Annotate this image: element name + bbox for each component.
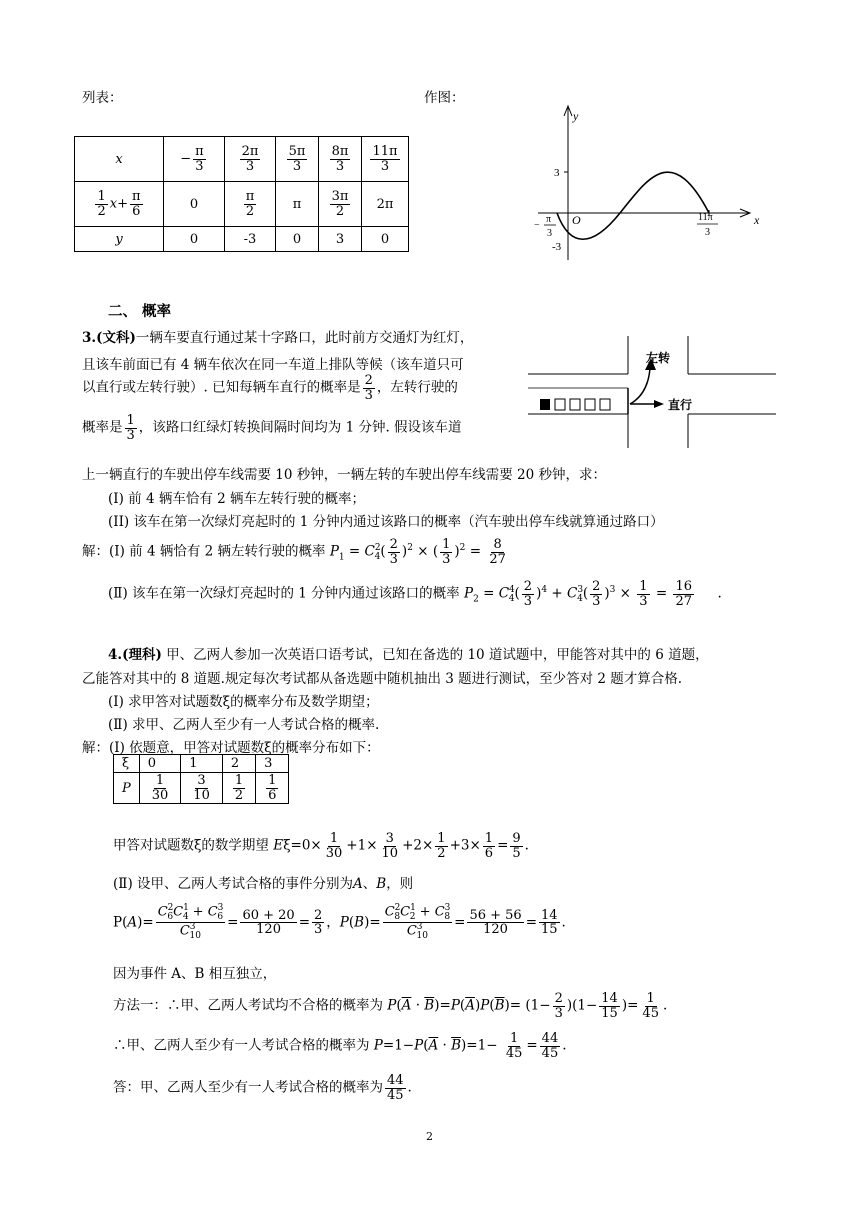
sine-graph xyxy=(530,100,770,270)
table-cell: 3 xyxy=(319,227,362,252)
table-cell: $\frac{1}{6}$ xyxy=(256,773,289,804)
intersection-diagram xyxy=(528,336,776,448)
atleast-line: ∴甲、乙两人至少有一人考试合格的概率为 $P=1-P(\overline{A} \cdot \overline{B})=1-$ $\frac{1}{45}$ = $\frac{44}{45}$ . xyxy=(113,1031,567,1061)
table-cell: 0 xyxy=(139,755,181,773)
problem3-solution1: 解：(Ⅰ) 前 4 辆恰有 2 辆左转行驶的概率 $P_1 = C^2_4$( $\frac{2}{3}$ )$^2$ × ( $\frac{1}{3}$ )$^2$ = $\frac{8}{27}$ xyxy=(82,537,506,567)
table-row-header-x: x xyxy=(75,137,164,182)
left-turn-label: 左转 xyxy=(646,351,671,365)
table-row-header-y: y xyxy=(75,227,164,252)
problem3-q2: (II) 该车在第一次绿灯亮起时的 1 分钟内通过该路口的概率（汽车驶出停车线就算通过路口） xyxy=(108,514,664,530)
table-cell: $\frac{\pi}{2}$ xyxy=(225,182,276,227)
queued-car xyxy=(585,399,595,410)
table-cell: 0 xyxy=(164,227,225,252)
x-left-sign: − xyxy=(534,220,540,231)
problem3-line1: 3.(文科)一辆车要直行通过某十字路口，此时前方交通灯为红灯， xyxy=(82,330,474,346)
queued-car xyxy=(555,399,565,410)
table-cell: 1 xyxy=(181,755,223,773)
table-cell: − $\frac{\pi}{3}$ xyxy=(164,137,225,182)
table-cell: 2 xyxy=(222,755,255,773)
section-title: 二、 概率 xyxy=(108,303,172,320)
problem4-line1: 4.(理科) 甲、乙两人参加一次英语口语考试，已知在备选的 10 道试题中，甲能答对其中的 6 道题， xyxy=(108,647,709,663)
problem3-solution2: (Ⅱ) 该车在第一次绿灯亮起时的 1 分钟内通过该路口的概率 $P_2 = C^4_4$( $\frac{2}{3}$ )$^4 + C^3_4$( $\frac{2}{3}$ )$^3$ × $\frac{1}{3}$ = $\frac{16}{27}$ . xyxy=(108,579,722,609)
sine-curve xyxy=(557,172,709,239)
table-cell: 3 xyxy=(256,755,289,773)
queued-car xyxy=(570,399,580,410)
problem3-line2: 且该车前面已有 4 辆车依次在同一车道上排队等候（该车道只可 xyxy=(82,357,464,373)
problem3-q1: (I) 前 4 辆车恰有 2 辆车左转行驶的概率； xyxy=(108,491,366,507)
table-cell: π xyxy=(276,182,319,227)
plot-label: 作图： xyxy=(424,90,465,106)
target-car xyxy=(540,399,550,410)
table-cell: -3 xyxy=(225,227,276,252)
problem3-line4: 概率是 $\frac{1}{3}$ ，该路口红绿灯转换间隔时间均为 1 分钟. 假设该车道 xyxy=(82,413,462,443)
table-cell: 2π xyxy=(362,182,409,227)
problem4-q2: (Ⅱ) 求甲、乙两人至少有一人考试合格的概率. xyxy=(108,717,380,733)
problem4-line2: 乙能答对其中的 8 道题.规定每次考试都从备选题中随机抽出 3 题进行测试，至少答对 2 题才算合格. xyxy=(82,671,683,687)
table-cell: $\frac{1}{30}$ xyxy=(139,773,181,804)
queued-car xyxy=(600,399,610,410)
x-left-num: π xyxy=(546,214,552,225)
table-cell: $\frac{1}{2}$ xyxy=(222,773,255,804)
distribution-table xyxy=(113,754,289,804)
problem3-line5: 上一辆直行的车驶出停车线需要 10 秒钟，一辆左转的车驶出停车线需要 20 秒钟，求： xyxy=(82,467,607,483)
straight-label: 直行 xyxy=(668,398,693,412)
table-cell: P xyxy=(114,773,140,804)
tick-label-pos3: 3 xyxy=(554,167,560,179)
value-table xyxy=(74,136,409,252)
table-cell: $\frac{3}{10}$ xyxy=(181,773,223,804)
answer-line: 答：甲、乙两人至少有一人考试合格的概率为 $\frac{44}{45}$ . xyxy=(113,1073,412,1103)
x-axis-label: x xyxy=(754,213,760,227)
table-cell: $\frac{8\pi}{3}$ xyxy=(319,137,362,182)
expectation-line: 甲答对试题数ξ的数学期望 Eξ=0× $\frac{1}{30}$ +1× $\frac{3}{10}$ +2× $\frac{1}{2}$ +3× $\frac{1}{6}$ = $\frac{9}{5}$ . xyxy=(113,831,529,861)
table-cell: $\frac{11\pi}{3}$ xyxy=(362,137,409,182)
independence-line: 因为事件 A、B 相互独立， xyxy=(113,966,277,982)
left-turn-arrow xyxy=(630,368,650,404)
y-axis-label: y xyxy=(573,109,579,123)
table-cell: $\frac{5\pi}{3}$ xyxy=(276,137,319,182)
tick-label-neg3: -3 xyxy=(552,241,562,253)
table-cell: 0 xyxy=(362,227,409,252)
method1-line: 方法一：∴甲、乙两人考试均不合格的概率为 $P(\overline{A} \cdot \overline{B})=P(\overline{A})P(\overline{B})= (1-$ $\frac{2}{3}$ )(1− $\frac{14}{15}$ )= $\frac{1}{45}$ . xyxy=(113,991,668,1021)
x-right-num: 11π xyxy=(698,212,713,223)
list-label: 列表： xyxy=(82,90,123,106)
table-cell: ξ xyxy=(114,755,140,773)
problem4-solution1: 解：(Ⅰ) 依题意，甲答对试题数ξ的概率分布如下： xyxy=(82,740,380,756)
problem4-q1: (Ⅰ) 求甲答对试题数ξ的概率分布及数学期望； xyxy=(108,694,379,710)
table-cell: $\frac{3\pi}{2}$ xyxy=(319,182,362,227)
table-cell: 0 xyxy=(276,227,319,252)
straight-arrowhead xyxy=(654,400,664,408)
table-cell: $\frac{2\pi}{3}$ xyxy=(225,137,276,182)
prob-formulas: P(A)= $\frac{C^2_6C^1_4 + C^3_6}{C^3_{10}}$ = $\frac{60 + 20}{120}$ = $\frac{2}{3}$ ，P(B)= $\frac{C^2_8C^1_2 + C^3_8}{C^3_{10}}$ = $\frac{56 + 56}{120}$ = $\frac{14}{15}$ . xyxy=(113,903,566,942)
x-left-den: 3 xyxy=(547,228,552,239)
x-right-den: 3 xyxy=(705,227,710,238)
problem3-line3: 以直行或左转行驶）. 已知每辆车直行的概率是 $\frac{2}{3}$ ，左转行驶的 xyxy=(82,373,458,403)
table-cell: 0 xyxy=(164,182,225,227)
page-number: 2 xyxy=(426,1130,433,1143)
problem4-solution2: (Ⅱ) 设甲、乙两人考试合格的事件分别为A、B，则 xyxy=(113,876,414,892)
origin-label: O xyxy=(572,213,581,227)
table-row-header-mid: $\frac{1}{2}$ x+ $\frac{\pi}{6}$ xyxy=(75,182,164,227)
